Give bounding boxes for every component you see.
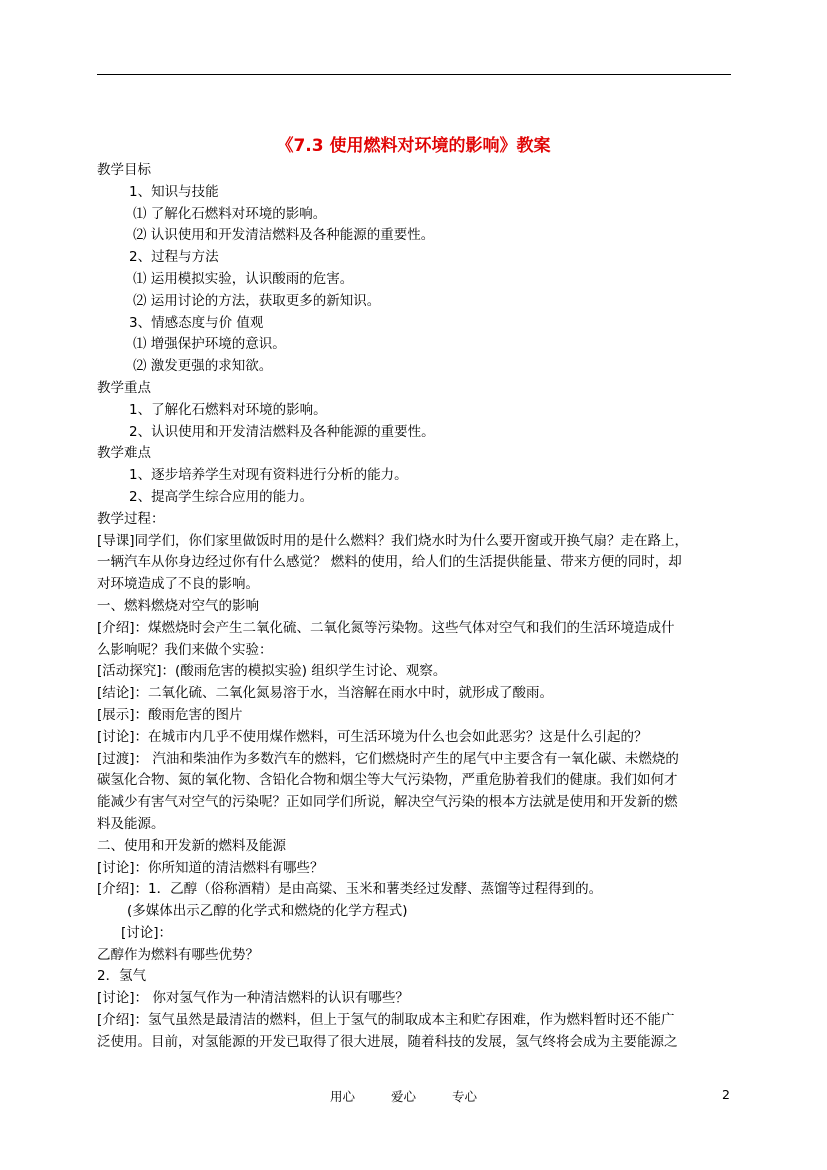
body-line: 碳氢化合物、氮的氧化物、含铅化合物和烟尘等大气污染物，严重危胁着我们的健康。我们如何才 <box>97 772 678 789</box>
body-line: 1、逐步培养学生对现有资料进行分析的能力。 <box>129 467 408 484</box>
body-line: 对环境造成了不良的影响。 <box>97 576 259 593</box>
body-line: 2、提高学生综合应用的能力。 <box>129 488 314 505</box>
document-title: 《7.3 使用燃料对环境的影响》教案 <box>276 136 551 156</box>
body-line: [介绍]：煤燃烧时会产生二氧化硫、二氧化氮等污染物。这些气体对空气和我们的生活环境造成什 <box>97 619 675 636</box>
body-line: ⑴ 运用模拟实验，认识酸雨的危害。 <box>133 270 354 287</box>
body-line: [讨论]：你所知道的清洁燃料有哪些？ <box>97 859 324 876</box>
body-line: 一辆汽车从你身边经过你有什么感觉？ 燃料的使用，给人们的生活提供能量、带来方便的同时，却 <box>97 554 682 571</box>
body-line: [讨论]：在城市内几乎不使用煤作燃料，可生活环境为什么也会如此恶劣？这是什么引起的？ <box>97 728 648 745</box>
body-line: 2、过程与方法 <box>129 249 219 266</box>
body-line: 教学难点 <box>97 445 151 462</box>
body-line: 教学目标 <box>97 162 151 178</box>
body-line: [展示]：酸雨危害的图片 <box>97 706 243 723</box>
body-line: [结论]：二氧化硫、二氧化氮易溶于水，当溶解在雨水中时，就形成了酸雨。 <box>97 685 554 702</box>
body-line: 教学重点 <box>97 379 151 396</box>
body-line: 2、认识使用和开发清洁燃料及各种能源的重要性。 <box>129 423 435 440</box>
body-line: 3、情感态度与价 值观 <box>129 314 264 331</box>
body-line: ⑵ 运用讨论的方法，获取更多的新知识。 <box>133 292 381 309</box>
body-line: 教学过程： <box>97 510 165 527</box>
body-line: (多媒体出示乙醇的化学式和燃烧的化学方程式) <box>127 903 408 920</box>
body-line: 2．氢气 <box>97 968 147 985</box>
body-line: 泛使用。目前，对氢能源的开发已取得了很大进展，随着科技的发展，氢气终将会成为主要能源之 <box>97 1033 678 1050</box>
body-line: [介绍]：氢气虽然是最清洁的燃料，但上于氢气的制取成本主和贮存困难，作为燃料暂时还不能广 <box>97 1012 675 1029</box>
header-rule <box>97 74 731 75</box>
body-line: [过渡]： 汽油和柴油作为多数汽车的燃料，它们燃烧时产生的尾气中主要含有一氧化碳、未燃烧的 <box>97 750 679 767</box>
footer-slogan-2: 爱心 <box>391 1089 417 1104</box>
body-line: 乙醇作为燃料有哪些优势？ <box>97 946 259 963</box>
footer-slogan-3: 专心 <box>452 1089 478 1104</box>
body-line: 能减少有害气对空气的污染呢？正如同学们所说，解决空气污染的根本方法就是使用和开发新的燃 <box>97 794 678 811</box>
document-body <box>97 160 734 1054</box>
footer-slogan-1: 用心 <box>330 1089 356 1104</box>
body-line: 1、了解化石燃料对环境的影响。 <box>129 401 327 418</box>
body-line: [活动探究]：(酸雨危害的模拟实验) 组织学生讨论、观察。 <box>97 663 447 680</box>
footer-slogan <box>330 1087 509 1105</box>
body-line: [讨论]： 你对氢气作为一种清洁燃料的认识有哪些？ <box>97 990 409 1007</box>
body-line: 一、燃料燃烧对空气的影响 <box>97 597 259 614</box>
body-line: [介绍]：1．乙醇（俗称酒精）是由高粱、玉米和薯类经过发酵、蒸馏等过程得到的。 <box>97 881 603 898</box>
page-number: 2 <box>722 1087 730 1102</box>
body-line: 料及能源。 <box>97 815 165 832</box>
body-line: ⑴ 增强保护环境的意识。 <box>133 336 286 353</box>
body-line: [导课]同学们，你们家里做饭时用的是什么燃料？我们烧水时为什么要开窗或开换气扇？走在路上， <box>97 532 689 549</box>
body-line: 二、使用和开发新的燃料及能源 <box>97 837 286 854</box>
body-line: ⑴ 了解化石燃料对环境的影响。 <box>133 205 327 222</box>
body-line: [讨论]： <box>121 924 173 941</box>
body-line: ⑵ 认识使用和开发清洁燃料及各种能源的重要性。 <box>133 227 435 244</box>
body-line: ⑵ 激发更强的求知欲。 <box>133 358 273 375</box>
body-line: 1、知识与技能 <box>129 183 219 200</box>
body-line: 么影响呢？我们来做个实验： <box>97 641 273 658</box>
